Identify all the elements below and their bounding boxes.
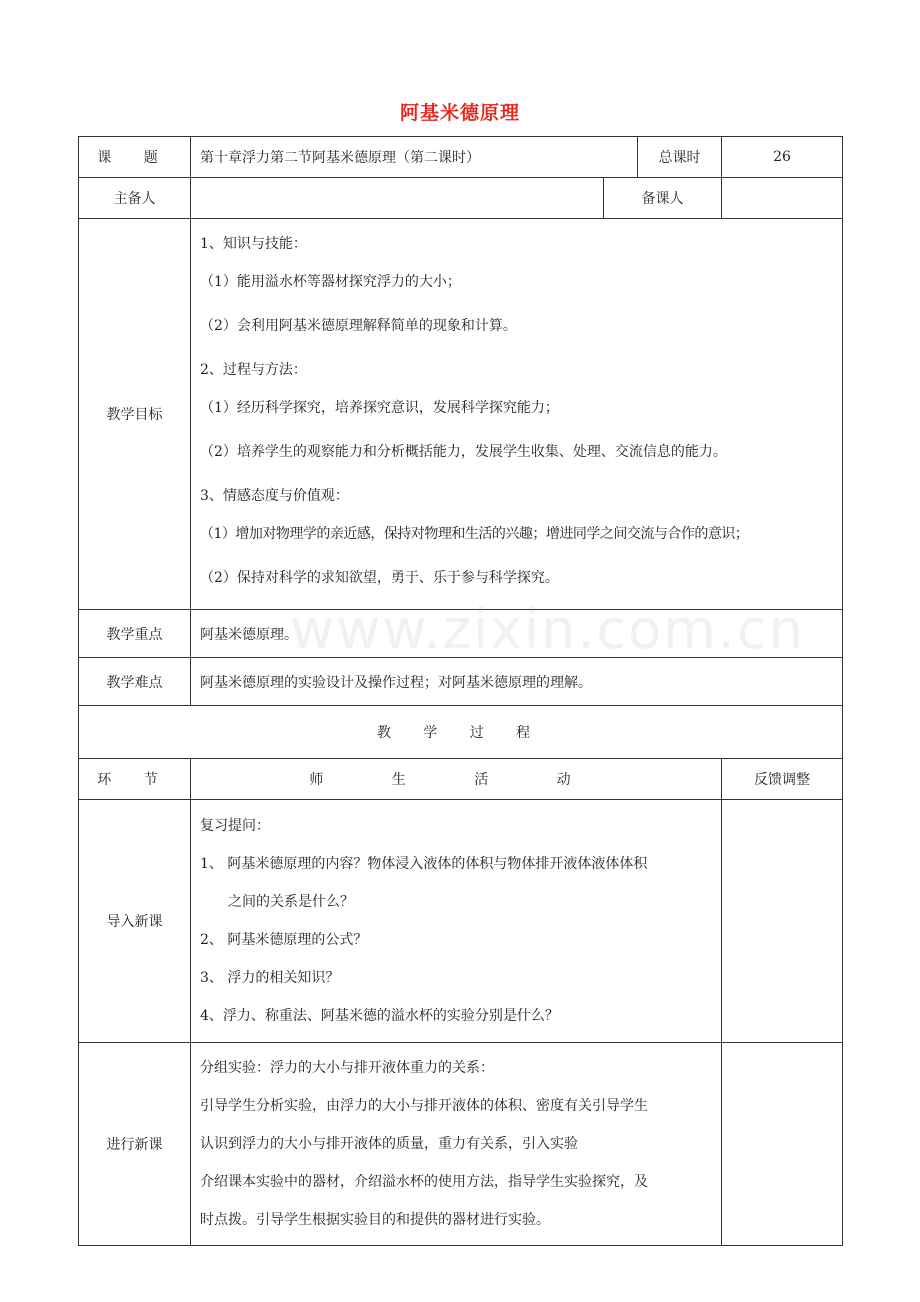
total-hours-value: 26 xyxy=(722,137,843,178)
new-lesson-feedback xyxy=(722,1043,843,1246)
lesson-line: 认识到浮力的大小与排开液体的质量，重力有关系，引入实验 xyxy=(200,1136,578,1152)
intro-line: 4、浮力、称重法、阿基米德的溢水杯的实验分别是什么？ xyxy=(200,1008,559,1024)
intro-feedback xyxy=(722,800,843,1043)
key-point-row xyxy=(79,610,843,658)
goals-content xyxy=(191,219,843,610)
process-title: 教 学 过 程 xyxy=(79,706,843,759)
intro-label: 导入新课 xyxy=(79,800,191,1043)
intro-row xyxy=(79,800,843,1043)
difficulty-label: 教学难点 xyxy=(79,658,191,706)
preparer-row xyxy=(79,178,843,219)
new-lesson-content xyxy=(191,1043,722,1246)
goal-line: 1、知识与技能： xyxy=(200,236,307,252)
lesson-line: 时点拨。引导学生根据实验目的和提供的器材进行实验。 xyxy=(200,1212,550,1228)
goal-line: （2）培养学生的观察能力和分析概括能力，发展学生收集、处理、交流信息的能力。 xyxy=(200,444,727,460)
topic-row xyxy=(79,137,843,178)
preparer-value xyxy=(191,178,604,219)
coprep-value xyxy=(722,178,843,219)
intro-line: 复习提问： xyxy=(200,818,270,834)
column-header-row xyxy=(79,759,843,800)
lesson-plan-table xyxy=(78,136,843,1246)
activity-column-header: 师 生 活 动 xyxy=(191,759,722,800)
stage-column-header: 环 节 xyxy=(79,759,191,800)
process-title-row xyxy=(79,706,843,759)
new-lesson-row xyxy=(79,1043,843,1246)
intro-line: 1、 阿基米德原理的内容？物体浸入液体的体积与物体排开液体液体体积 xyxy=(200,856,648,872)
difficulty-value: 阿基米德原理的实验设计及操作过程；对阿基米德原理的理解。 xyxy=(191,658,843,706)
lesson-line: 引导学生分析实验，由浮力的大小与排开液体的体积、密度有关引导学生 xyxy=(200,1098,648,1114)
feedback-column-header: 反馈调整 xyxy=(722,759,843,800)
goal-line: 3、情感态度与价值观： xyxy=(200,488,349,504)
goal-line: （1）增加对物理学的亲近感，保持对物理和生活的兴趣；增进同学之间交流与合作的意识； xyxy=(200,526,749,542)
intro-line: 3、 浮力的相关知识？ xyxy=(200,970,340,986)
goal-line: （2）会利用阿基米德原理解释简单的现象和计算。 xyxy=(200,318,517,334)
key-point-label: 教学重点 xyxy=(79,610,191,658)
goal-line: 2、过程与方法： xyxy=(200,362,307,378)
total-hours-label: 总课时 xyxy=(638,137,722,178)
difficulty-row xyxy=(79,658,843,706)
new-lesson-label: 进行新课 xyxy=(79,1043,191,1246)
topic-value: 第十章浮力第二节阿基米德原理（第二课时） xyxy=(191,137,638,178)
preparer-label: 主备人 xyxy=(79,178,191,219)
goal-line: （1）经历科学探究，培养探究意识，发展科学探究能力； xyxy=(200,400,559,416)
topic-label: 课 题 xyxy=(79,137,191,178)
key-point-value: 阿基米德原理。 xyxy=(191,610,843,658)
goals-row xyxy=(79,219,843,610)
goals-label: 教学目标 xyxy=(79,219,191,610)
lesson-line: 分组实验：浮力的大小与排开液体重力的关系： xyxy=(200,1060,494,1076)
lesson-line: 介绍课本实验中的器材，介绍溢水杯的使用方法，指导学生实验探究，及 xyxy=(200,1174,648,1190)
coprep-label: 备课人 xyxy=(604,178,722,219)
document-title: 阿基米德原理 xyxy=(399,102,520,124)
goal-line: （1）能用溢水杯等器材探究浮力的大小； xyxy=(200,274,461,290)
intro-line: 2、 阿基米德原理的公式？ xyxy=(200,932,368,948)
goal-line: （2）保持对科学的求知欲望，勇于、乐于参与科学探究。 xyxy=(200,570,559,586)
intro-line: 之间的关系是什么？ xyxy=(228,894,354,910)
intro-content xyxy=(191,800,722,1043)
watermark: www.zixin.com.cn xyxy=(290,598,805,661)
